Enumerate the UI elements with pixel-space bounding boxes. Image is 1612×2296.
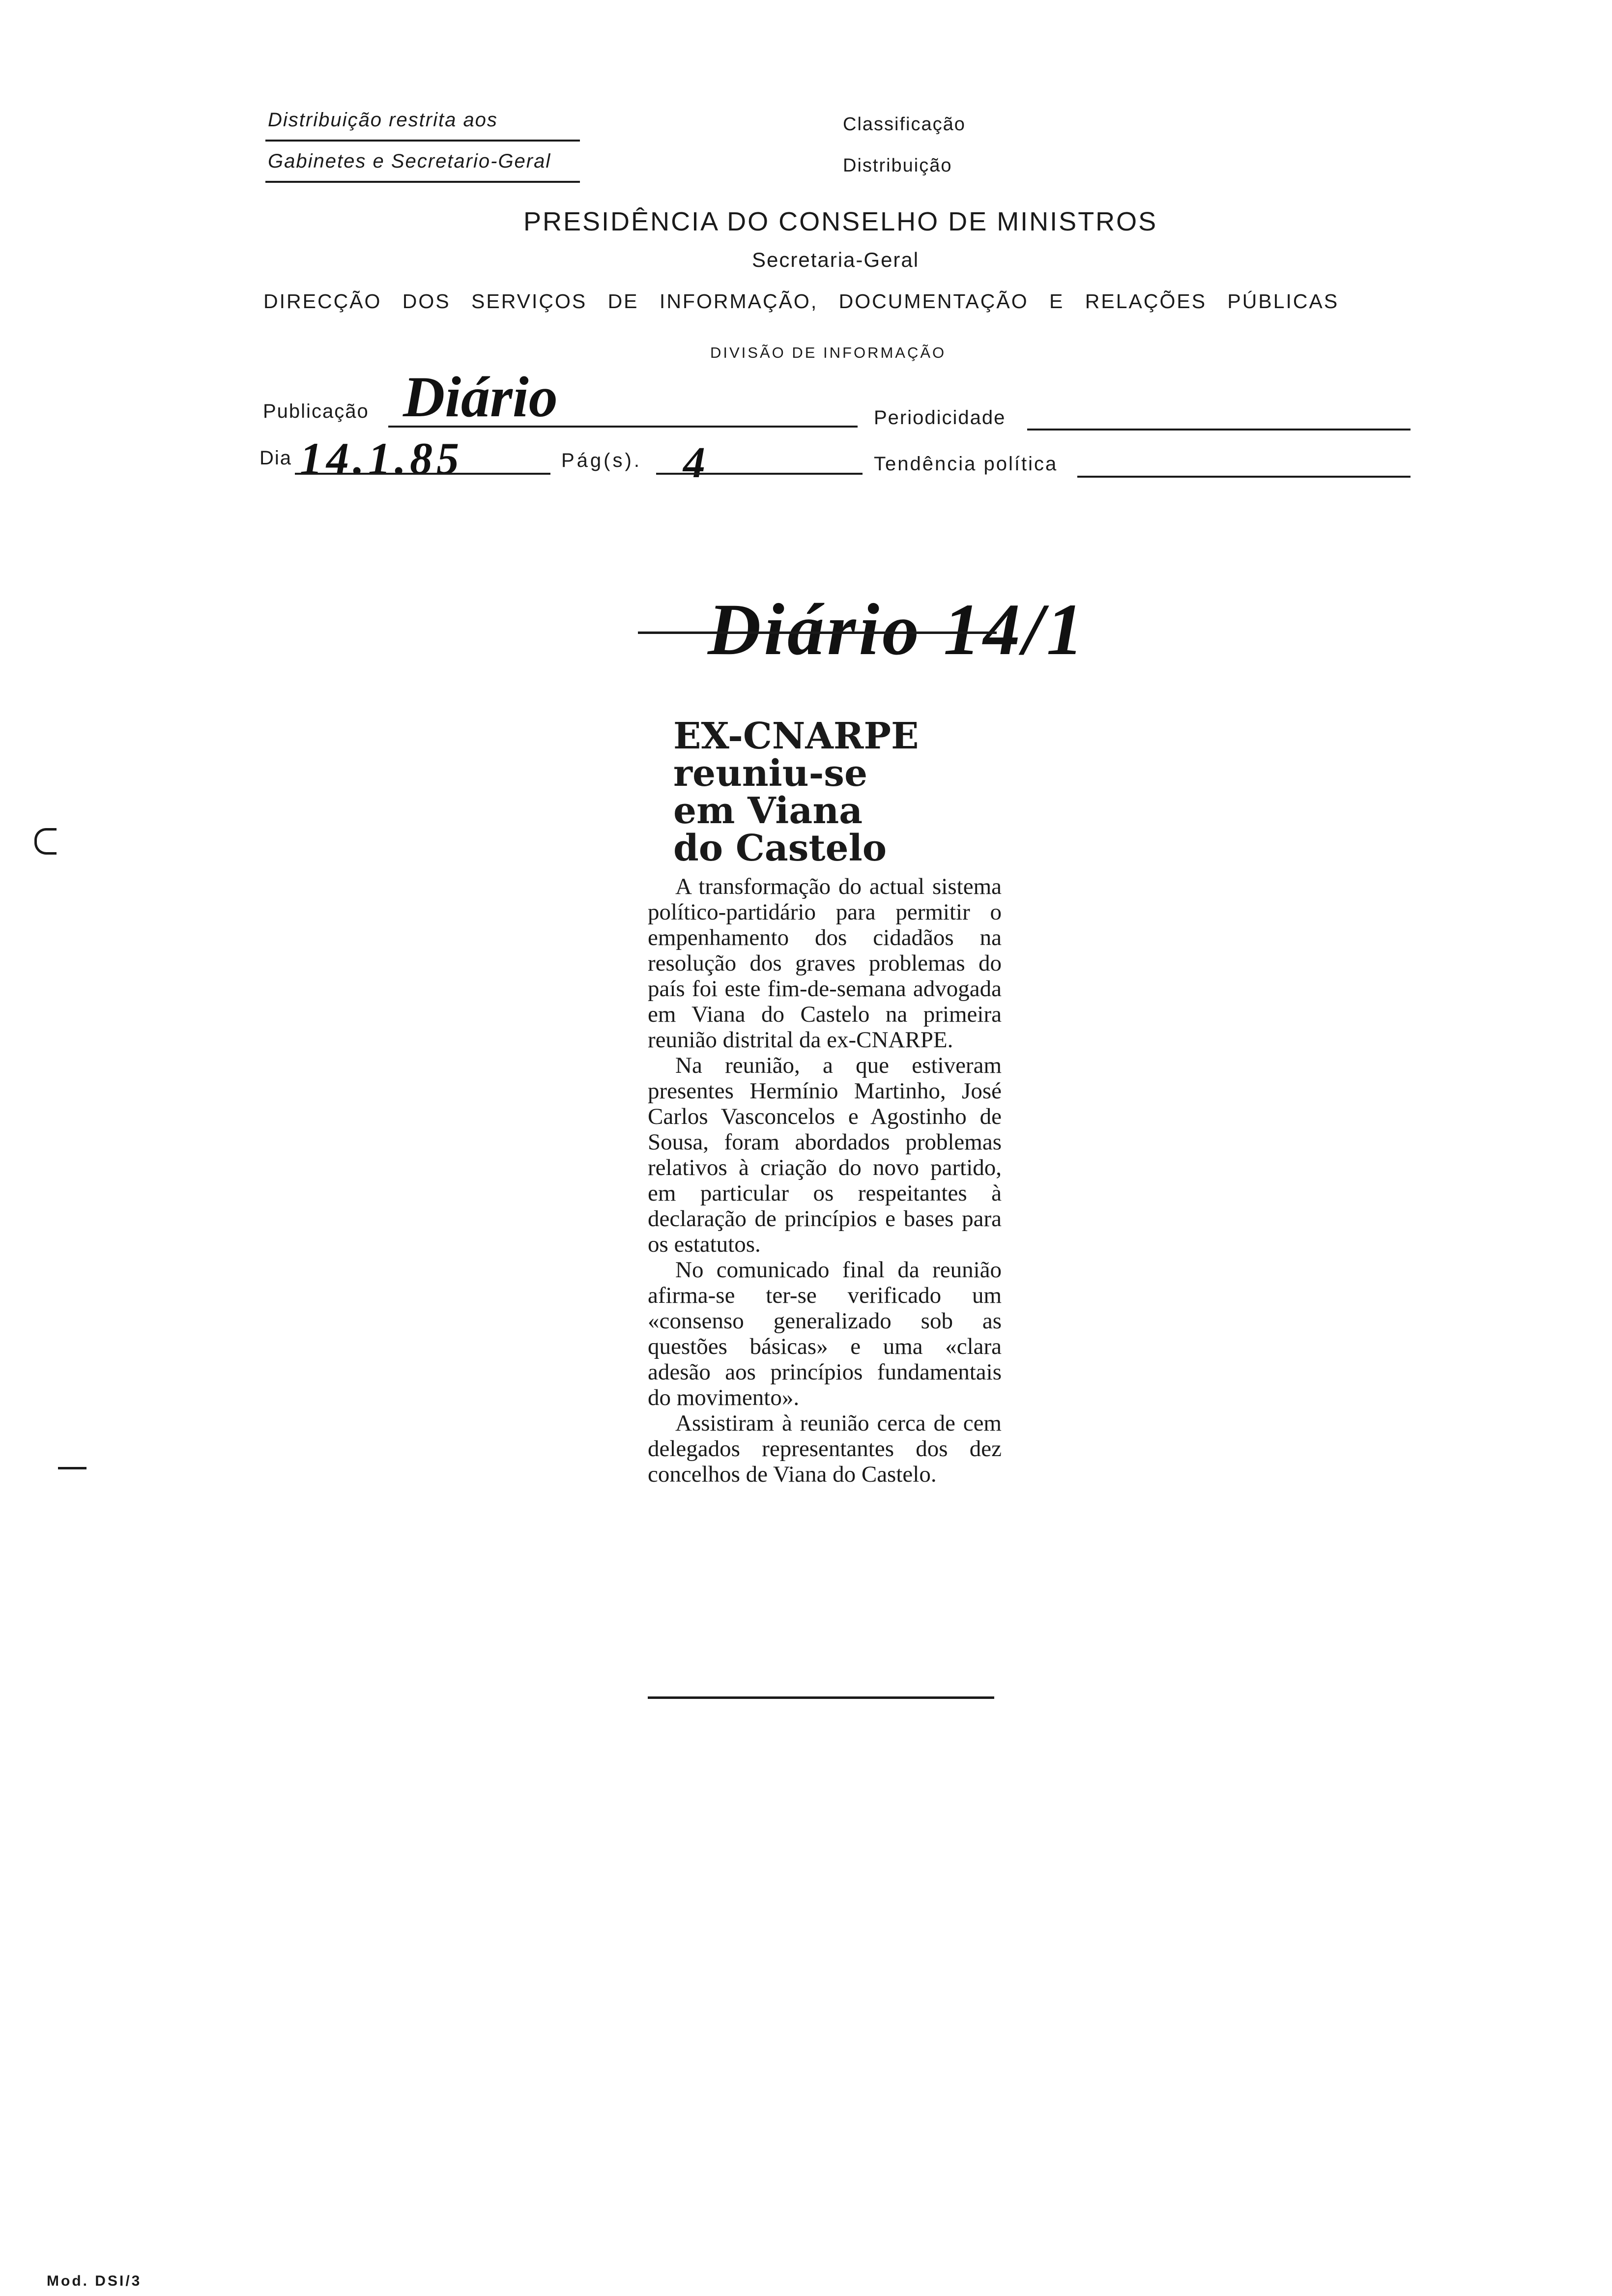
- organization-title: PRESIDÊNCIA DO CONSELHO DE MINISTROS: [523, 207, 1158, 236]
- periodicity-underline: [1027, 429, 1410, 430]
- pages-label: Pág(s).: [561, 450, 642, 471]
- headline-line-3: em Viana: [673, 790, 863, 832]
- clipping-headline: [673, 715, 1002, 869]
- day-value: 14.1.85: [300, 433, 463, 484]
- paragraph: No comunicado final da reunião afirma-se ter-se verificado um «consenso generalizado sob as questões básicas» e uma «clara adesão aos princípios fundamentais do movimento».: [648, 1257, 1002, 1410]
- division-title: DIVISÃO DE INFORMAÇÃO: [710, 344, 947, 361]
- publication-value: Diário: [403, 365, 558, 429]
- margin-mark: [58, 1467, 86, 1469]
- classification-label: Classificação: [843, 114, 966, 135]
- day-label: Dia: [259, 447, 292, 469]
- headline-line-4: do Castelo: [673, 827, 887, 869]
- secretariat-subtitle: Secretaria-Geral: [752, 248, 920, 271]
- paragraph: Assistiram à reunião cerca de cem delegados representantes dos dez concelhos de Viana do Castelo.: [648, 1410, 1002, 1487]
- paragraph: Na reunião, a que estiveram presentes Hermínio Martinho, José Carlos Vasconcelos e Agostinho de Sousa, foram abordados problemas relativos à criação do novo partido, em particular os respeitantes à declaração de princípios e bases para os estatutos.: [648, 1053, 1002, 1257]
- publication-label: Publicação: [263, 401, 369, 422]
- form-code: Mod. DSI/3: [47, 2273, 142, 2289]
- clipping-bottom-rule: [648, 1696, 994, 1699]
- publication-underline: [388, 426, 858, 428]
- distribution-line-2: Gabinetes e Secretario-Geral: [268, 150, 551, 172]
- directorate-title: DIRECÇÃO DOS SERVIÇOS DE INFORMAÇÃO, DOCUMENTAÇÃO E RELAÇÕES PÚBLICAS: [263, 290, 1339, 313]
- tendency-underline: [1077, 476, 1410, 478]
- handwritten-note: Diário 14/1: [708, 589, 1087, 670]
- margin-mark: [34, 828, 57, 855]
- newspaper-clipping: [648, 715, 1002, 1487]
- pages-value: 4: [683, 438, 705, 487]
- clipping-body: [648, 874, 1002, 1487]
- clipping-top-rule: [638, 631, 997, 634]
- paragraph: A transformação do actual sistema político-partidário para permitir o empenhamento dos cidadãos na resolução dos graves problemas do país foi este fim-de-semana advogada em Viana do Castelo na primeira reunião distrital da ex-CNARPE.: [648, 874, 1002, 1053]
- pages-underline: [656, 473, 863, 475]
- distribution-underline-1: [265, 140, 580, 142]
- day-underline: [295, 473, 550, 475]
- headline-line-2: reuniu-se: [673, 752, 868, 795]
- headline-line-1: EX-CNARPE: [673, 715, 919, 757]
- distribution-underline-2: [265, 181, 580, 183]
- distribution-label: Distribuição: [843, 155, 952, 176]
- tendency-label: Tendência política: [874, 453, 1058, 475]
- distribution-line-1: Distribuição restrita aos: [268, 109, 498, 131]
- periodicity-label: Periodicidade: [874, 407, 1006, 429]
